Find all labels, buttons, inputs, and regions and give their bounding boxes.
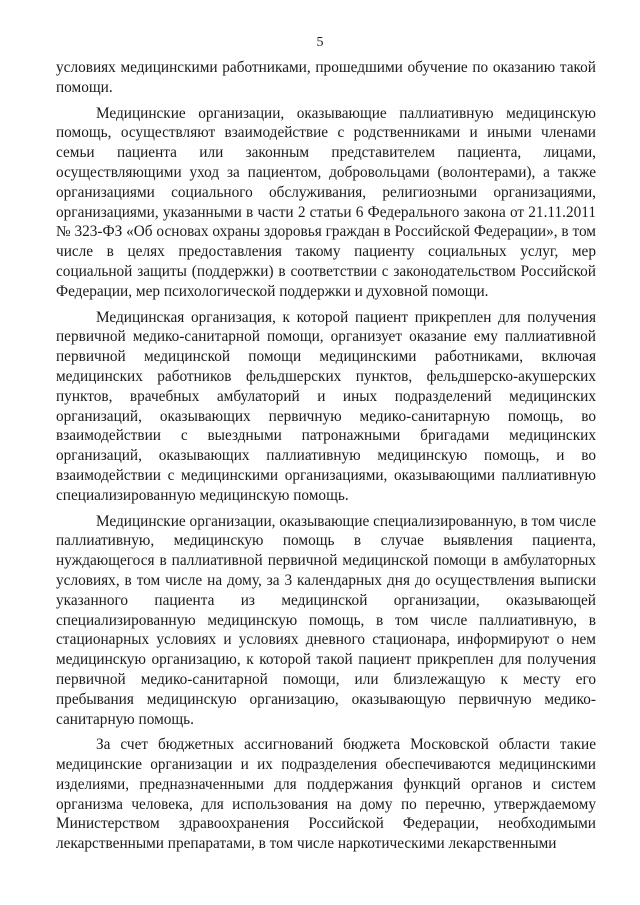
paragraph-continuation: условиях медицинскими работниками, прошедшими обучение по оказанию такой помощи. bbox=[56, 59, 596, 96]
paragraph-discharge: Медицинские организации, оказывающие специализированную, в том числе паллиативную, медицинскую помощь в случае выявления пациента, нуждающегося в паллиативной первичной медицинской помощи в амбулаторных условиях, в том числе на дому, за 3 календарных дня до осуществления выписки указанного пациента из медицинской организации, оказывающей специализированную медицинскую помощь, в том числе паллиативную, в стационарных условиях и условиях дневного стационара, информируют о нем медицинскую организацию, к которой такой пациент прикреплен для получения первичной медико-санитарной помощи, или близлежащую к месту его пребывания медицинскую организацию, оказывающую первичную медико-санитарную помощь. bbox=[56, 512, 596, 728]
paragraph-primary-care: Медицинская организация, к которой пациент прикреплен для получения первичной медико-санитарной помощи, организует оказание ему паллиативной первичной медицинской помощи медицинскими работниками, включая медицинских работников фельдшерских пунктов, фельдшерско-акушерских пунктов, врачебных амбулаторий и иных подразделений медицинских организаций, оказывающих первичную медико-санитарную помощь, во взаимодействии с выездными патронажными бригадами медицинских организаций, оказывающих паллиативную медицинскую помощь, и во взаимодействии с медицинскими организациями, оказывающими паллиативную специализированную медицинскую помощь. bbox=[56, 308, 596, 504]
document-body bbox=[56, 58, 596, 860]
paragraph-budget: За счет бюджетных ассигнований бюджета Московской области такие медицинские организации и их подразделения обеспечиваются медицинскими изделиями, предназначенными для поддержания функций органов и систем организма человека, для использования на дому по перечню, утверждаемому Министерством здравоохранения Российской Федерации, необходимыми лекарственными препаратами, в том числе наркотическими лекарственными bbox=[56, 736, 596, 853]
paragraph-interaction: Медицинские организации, оказывающие паллиативную медицинскую помощь, осуществляют взаимодействие с родственниками и иными членами семьи пациента или законным представителем пациента, лицами, осуществляющими уход за пациентом, добровольцами (волонтерами), а также организациями социального обслуживания, религиозными организациями, организациями, указанными в части 2 статьи 6 Федерального закона от 21.11.2011 № 323-ФЗ «Об основах охраны здоровья граждан в Российской Федерации», в том числе в целях предоставления такому пациенту социальных услуг, мер социальной защиты (поддержки) в соответствии с законодательством Российской Федерации, мер психологической поддержки и духовной помощи. bbox=[56, 104, 596, 300]
page-number: 5 bbox=[316, 35, 324, 50]
